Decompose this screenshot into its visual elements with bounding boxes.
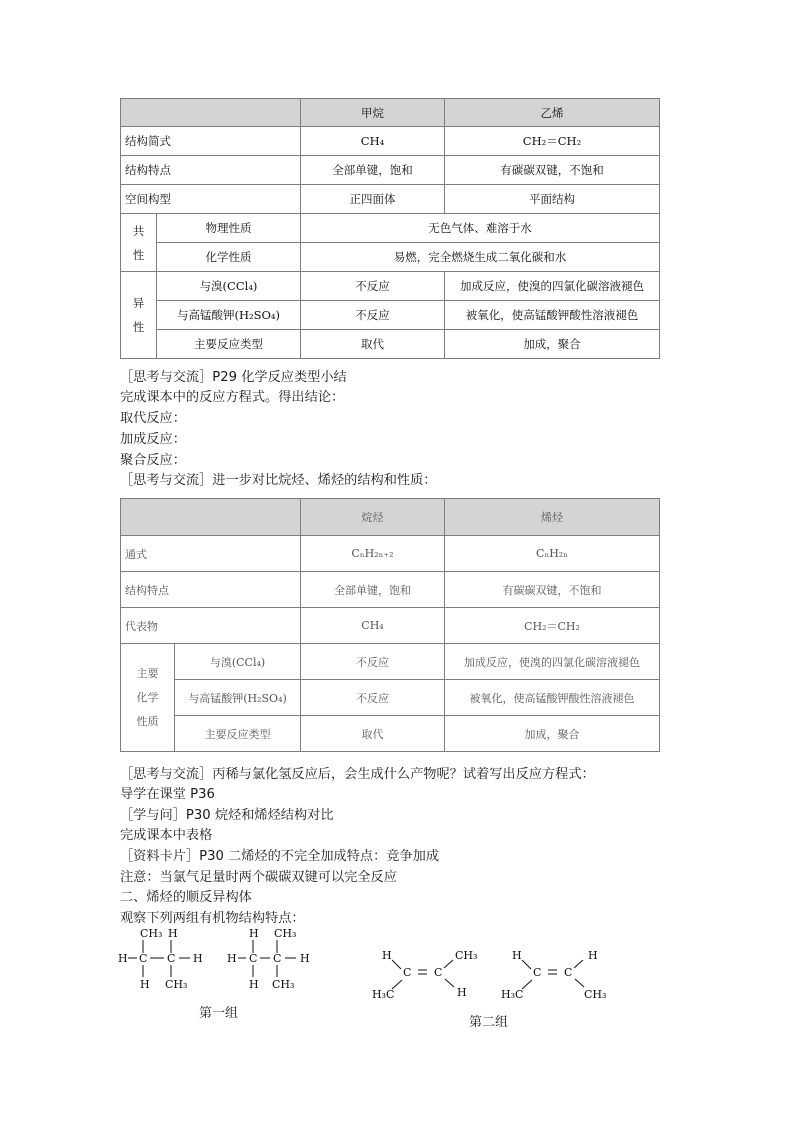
row-label: 与高锰酸钾(H₂SO₄)	[157, 301, 301, 330]
cell-value: 取代	[301, 716, 445, 752]
text-line: 导学在课堂 P36	[120, 787, 215, 802]
atom-label: H	[512, 949, 522, 962]
atom-label: C	[564, 966, 573, 979]
bond	[392, 960, 401, 969]
text-line: ［思考与交流］进一步对比烷烃、烯烃的结构和性质：	[120, 473, 437, 488]
cell-value: 有碳碳双键，不饱和	[445, 572, 660, 608]
row-label: 结构特点	[121, 572, 301, 608]
atom-label: H	[118, 952, 128, 965]
table-row	[121, 156, 660, 185]
cell-value: CH₂＝CH₂	[445, 608, 660, 644]
cell-value: 不反应	[301, 301, 445, 330]
row-label: 与溴(CCl₄)	[175, 644, 301, 680]
header-cell-ethylene: 乙烯	[445, 99, 660, 127]
cell-value: 无色气体、难溶于水	[301, 214, 660, 243]
header-cell-blank	[121, 99, 301, 127]
text-line: 加成反应：	[120, 432, 186, 447]
text-line: 完成课本中的反应方程式。得出结论：	[120, 390, 345, 405]
table-row	[121, 185, 660, 214]
atom-label: C	[139, 952, 148, 965]
bond	[445, 979, 454, 987]
alkane-alkene-table	[120, 498, 660, 752]
table-row	[121, 301, 660, 330]
cell-value: CH₄	[301, 608, 445, 644]
cell-value: CₙH₂ₙ₊₂	[301, 536, 445, 572]
cell-value: 不反应	[301, 272, 445, 301]
table-header-row	[121, 499, 660, 536]
cell-value: 加成，聚合	[445, 330, 660, 359]
header-cell-blank	[121, 499, 301, 536]
row-label: 主要反应类型	[175, 716, 301, 752]
row-label: 与溴(CCl₄)	[157, 272, 301, 301]
row-label: 空间构型	[121, 185, 301, 214]
cell-value: 全部单键，饱和	[301, 156, 445, 185]
table-row	[121, 330, 660, 359]
text-line: 完成课本中表格	[120, 828, 213, 843]
table-row	[121, 272, 660, 301]
atom-label: H	[382, 949, 392, 962]
group-label-common: 共 性	[121, 214, 157, 272]
atom-label: CH₃	[584, 988, 607, 1001]
header-cell-alkene: 烯烃	[445, 499, 660, 536]
atom-label: H	[193, 952, 203, 965]
row-label: 代表物	[121, 608, 301, 644]
atom-label: CH₃	[272, 978, 295, 991]
table-row	[121, 716, 660, 752]
table-row	[121, 608, 660, 644]
row-label: 物理性质	[157, 214, 301, 243]
atom-label: H₃C	[372, 988, 395, 1001]
cell-value: 加成反应，使溴的四氯化碳溶液褪色	[445, 644, 660, 680]
table-row	[121, 214, 660, 243]
table-row	[121, 127, 660, 156]
row-label: 结构特点	[121, 156, 301, 185]
text-line: ［思考与交流］丙稀与氯化氢反应后，会生成什么产物呢？试着写出反应方程式：	[120, 767, 595, 782]
atom-label: CH₃	[165, 978, 188, 991]
table-row	[121, 644, 660, 680]
atom-label: CH₃	[455, 949, 478, 962]
cell-value: CₙH₂ₙ	[445, 536, 660, 572]
caption-group-1: 第一组	[199, 1006, 239, 1021]
cell-value: 易燃，完全燃烧生成二氧化碳和水	[301, 243, 660, 272]
atom-label: C	[249, 952, 258, 965]
methane-ethylene-table	[120, 98, 660, 359]
text-line: 观察下列两组有机物结构特点：	[120, 911, 305, 926]
atom-label: CH₃	[140, 927, 163, 940]
atom-label: H	[457, 986, 467, 999]
row-label: 通式	[121, 536, 301, 572]
table-row	[121, 243, 660, 272]
cell-value: 有碳碳双键，不饱和	[445, 156, 660, 185]
atom-label: C	[434, 966, 443, 979]
group-label-chemical: 主要 化学 性质	[121, 644, 175, 752]
bond	[575, 979, 584, 987]
cell-value: 平面结构	[445, 185, 660, 214]
row-label: 结构简式	[121, 127, 301, 156]
text-line: 取代反应：	[120, 411, 186, 426]
bond	[522, 960, 531, 969]
text-line: ［思考与交流］P29 化学反应类型小结	[120, 370, 347, 385]
atom-label: H₃C	[501, 988, 524, 1001]
table-row	[121, 680, 660, 716]
atom-label: C	[533, 966, 542, 979]
structure-group-2	[370, 945, 615, 1005]
cell-value: 被氧化，使高锰酸钾酸性溶液褪色	[445, 301, 660, 330]
table-row	[121, 572, 660, 608]
header-cell-methane: 甲烷	[301, 99, 445, 127]
atom-label: H	[168, 927, 178, 940]
text-line: 二、烯烃的顺反异构体	[120, 890, 252, 905]
atom-label: H	[588, 949, 598, 962]
text-line: ［资料卡片］P30 二烯烃的不完全加成特点：竞争加成	[120, 849, 440, 864]
cell-value: 被氧化，使高锰酸钾酸性溶液褪色	[445, 680, 660, 716]
cell-value: CH₂＝CH₂	[445, 127, 660, 156]
atom-label: C	[167, 952, 176, 965]
bond	[522, 980, 532, 989]
atom-label: CH₃	[274, 927, 297, 940]
text-line: 聚合反应：	[120, 453, 186, 468]
cell-value: 取代	[301, 330, 445, 359]
row-label: 主要反应类型	[157, 330, 301, 359]
cell-value: 全部单键，饱和	[301, 572, 445, 608]
atom-label: C	[403, 966, 412, 979]
atom-label: C	[273, 952, 282, 965]
group-label-diff: 异 性	[121, 272, 157, 359]
cell-value: CH₄	[301, 127, 445, 156]
row-label: 与高锰酸钾(H₂SO₄)	[175, 680, 301, 716]
atom-label: H	[140, 978, 150, 991]
row-label: 化学性质	[157, 243, 301, 272]
atom-label: H	[300, 952, 310, 965]
cell-value: 加成反应，使溴的四氯化碳溶液褪色	[445, 272, 660, 301]
cell-value: 正四面体	[301, 185, 445, 214]
header-cell-alkane: 烷烃	[301, 499, 445, 536]
bond	[574, 960, 583, 968]
atom-label: H	[227, 952, 237, 965]
cell-value: 加成，聚合	[445, 716, 660, 752]
table-row	[121, 536, 660, 572]
atom-label: H	[249, 927, 259, 940]
structure-group-1	[118, 920, 318, 995]
table-header-row	[121, 99, 660, 127]
atom-label: H	[249, 978, 259, 991]
cell-value: 不反应	[301, 680, 445, 716]
caption-group-2: 第二组	[469, 1015, 509, 1030]
text-line: ［学与问］P30 烷烃和烯烃结构对比	[120, 808, 334, 823]
text-line: 注意：当氯气足量时两个碳碳双键可以完全反应	[120, 870, 397, 885]
cell-value: 不反应	[301, 644, 445, 680]
bond	[444, 960, 453, 968]
